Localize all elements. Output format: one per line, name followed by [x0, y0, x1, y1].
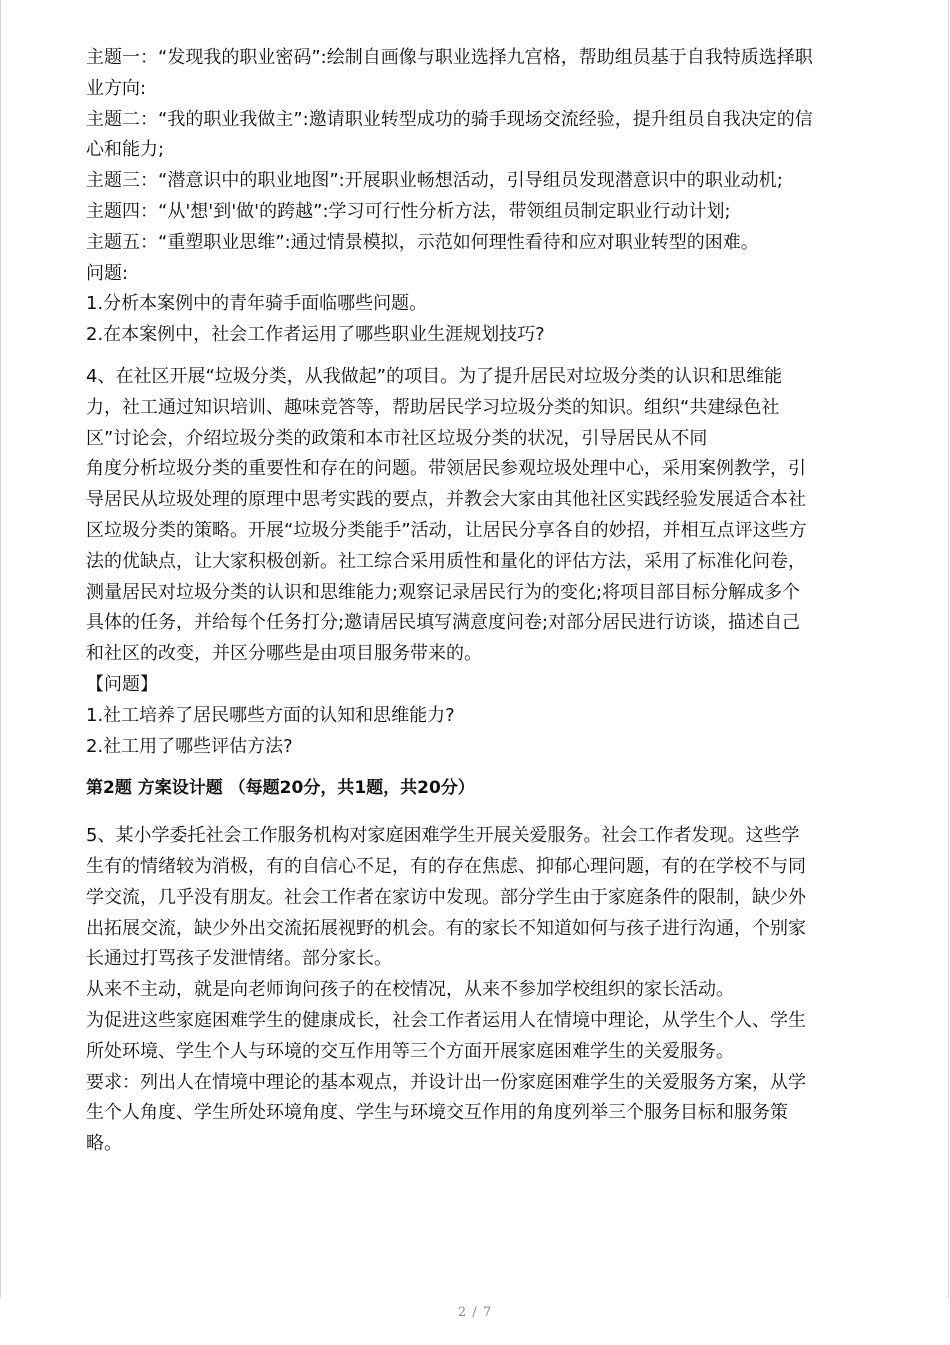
question-item: 2.在本案例中，社会工作者运用了哪些职业生涯规划技巧? [86, 324, 545, 346]
text-line: 从来不主动，就是向老师询问孩子的在校情况，从来不参加学校组织的家长活动。 [86, 979, 734, 1001]
text-line: 业方向: [86, 77, 147, 99]
text-line: 主题四：“从'想'到'做'的跨越”:学习可行性分析方法，带领组员制定职业行动计划; [86, 200, 731, 222]
text-line: 长通过打骂孩子发泄情绪。部分家长。 [86, 948, 392, 970]
text-line: 所处环境、学生个人与环境的交互作用等三个方面开展家庭困难学生的关爱服务。 [86, 1040, 734, 1062]
text-line: 5、某小学委托社会工作服务机构对家庭困难学生开展关爱服务。社会工作者发现。这些学 [86, 825, 800, 847]
page-number: 2 / 7 [457, 1305, 493, 1320]
document-body [86, 43, 866, 1160]
requirement-line: 要求：列出人在情境中理论的基本观点，并设计出一份家庭困难学生的关爱服务方案，从学 [86, 1071, 806, 1093]
text-line: 生有的情绪较为消极，有的自信心不足，有的存在焦虑、抑郁心理问题，有的在学校不与同 [86, 855, 806, 877]
text-line: 心和能力; [86, 139, 165, 161]
text-line: 主题一：“发现我的职业密码”:绘制自画像与职业选择九宫格，帮助组员基于自我特质选择职 [86, 47, 813, 68]
text-line: 4、在社区开展“垃圾分类，从我做起”的项目。为了提升居民对垃圾分类的认识和思维能 [86, 365, 783, 387]
text-line: 法的优缺点，让大家积极创新。社工综合采用质性和量化的评估方法，采用了标准化问卷， [86, 550, 806, 572]
text-line: 主题二：“我的职业我做主”:邀请职业转型成功的骑手现场交流经验，提升组员自我决定的信 [86, 108, 813, 130]
question-label: 问题: [86, 262, 129, 284]
case5-paragraph [86, 821, 866, 1160]
text-line: 区垃圾分类的策略。开展“垃圾分类能手”活动，让居民分享各自的妙招，并相互点评这些方 [86, 519, 807, 541]
text-line: 角度分析垃圾分类的重要性和存在的问题。带领居民参观垃圾处理中心，采用案例教学，引 [86, 458, 806, 480]
text-line: 主题五：“重塑职业思维”:通过情景模拟，示范如何理性看待和应对职业转型的困难。 [86, 231, 759, 253]
text-line: 区”讨论会，介绍垃圾分类的政策和本市社区垃圾分类的状况，引导居民从不同 [86, 427, 708, 449]
text-line: 具体的任务，并给每个任务打分;邀请居民填写满意度问卷;对部分居民进行访谈，描述自己 [86, 612, 801, 634]
spacer [86, 762, 866, 773]
section-heading: 第2题 方案设计题 （每题20分，共1题，共20分） [86, 778, 475, 799]
text-line: 学交流，几乎没有朋友。社会工作者在家访中发现。部分学生由于家庭条件的限制，缺少外 [86, 886, 806, 908]
question-item: 1.社工培养了居民哪些方面的认知和思维能力? [86, 704, 455, 726]
text-line: 出拓展交流，缺少外出交流拓展视野的机会。有的家长不知道如何与孩子进行沟通，个别家 [86, 917, 806, 939]
spacer [86, 351, 866, 362]
text-line: 测量居民对垃圾分类的认识和思维能力;观察记录居民行为的变化;将项目部目标分解成多个 [86, 581, 801, 603]
question-item: 2.社工用了哪些评估方法? [86, 735, 293, 757]
text-line: 导居民从垃圾处理的原理中思考实践的要点，并教会大家由其他社区实践经验发展适合本社 [86, 489, 806, 511]
requirement-line: 生个人角度、学生所处环境角度、学生与环境交互作用的角度列举三个服务目标和服务策 [86, 1102, 788, 1124]
case3-topics-and-questions [86, 43, 866, 351]
text-line: 和社区的改变，并区分哪些是由项目服务带来的。 [86, 643, 482, 665]
text-line: 力，社工通过知识培训、趣味竞答等，帮助居民学习垃圾分类的知识。组织“共建绿色社 [86, 396, 780, 418]
text-line: 主题三：“潜意识中的职业地图”:开展职业畅想活动，引导组员发现潜意识中的职业动机; [86, 170, 783, 192]
question-label: 【问题】 [86, 673, 158, 695]
spacer [86, 804, 866, 821]
text-line: 为促进这些家庭困难学生的健康成长，社会工作者运用人在情境中理论，从学生个人、学生 [86, 1009, 806, 1031]
question-item: 1.分析本案例中的青年骑手面临哪些问题。 [86, 293, 428, 315]
case4-paragraph [86, 362, 866, 762]
requirement-line: 略。 [86, 1133, 122, 1155]
